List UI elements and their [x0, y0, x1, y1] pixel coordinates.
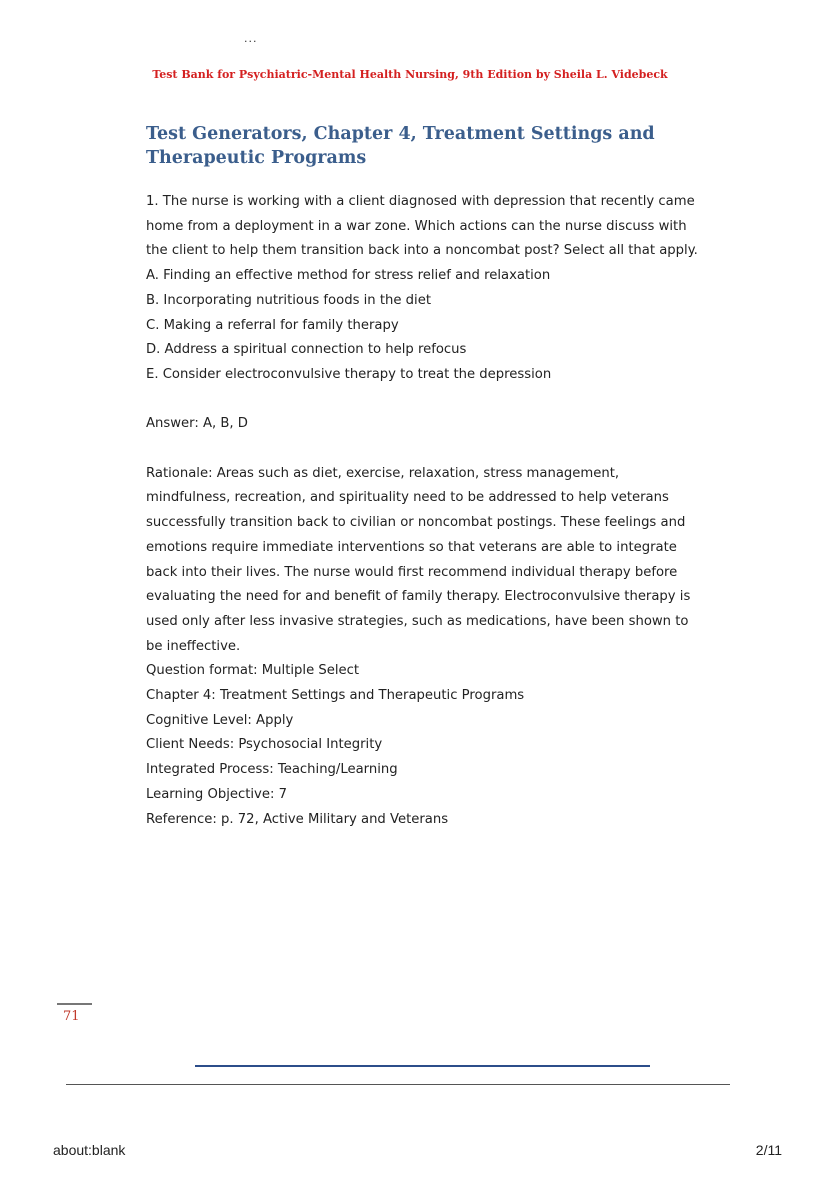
cognitive-level: Cognitive Level: Apply — [146, 712, 294, 728]
footer-url: about:blank — [53, 1142, 126, 1158]
learning-objective: Learning Objective: 7 — [146, 786, 287, 802]
rationale-line: successfully transition back to civilian or noncombat postings. These feelings and — [146, 515, 686, 531]
rationale-line: emotions require immediate interventions so that veterans are able to integrate — [146, 539, 677, 555]
document-header-title: Test Bank for Psychiatric-Mental Health Nursing, 9th Edition by Sheila L. Videbeck — [152, 68, 668, 81]
rationale-line: evaluating the need for and benefit of family therapy. Electroconvulsive therapy is — [146, 589, 691, 605]
blue-divider — [195, 1065, 650, 1067]
header-dots: ... — [244, 32, 258, 45]
question-stem-line: home from a deployment in a war zone. Which actions can the nurse discuss with — [146, 218, 687, 234]
chapter-heading — [146, 122, 666, 170]
footer-page-count: 2/11 — [755, 1142, 782, 1158]
question-block — [146, 190, 746, 832]
client-needs: Client Needs: Psychosocial Integrity — [146, 737, 383, 753]
reference: Reference: p. 72, Active Military and Veterans — [146, 811, 449, 827]
spacer — [146, 388, 746, 413]
answer-option-c: C. Making a referral for family therapy — [146, 317, 399, 333]
answer-option-e: E. Consider electroconvulsive therapy to treat the depression — [146, 366, 552, 382]
integrated-process: Integrated Process: Teaching/Learning — [146, 762, 398, 778]
page-number: 71 — [63, 1009, 80, 1024]
rationale-line: be ineffective. — [146, 638, 241, 654]
question-stem-line: 1. The nurse is working with a client diagnosed with depression that recently came — [146, 194, 695, 209]
chapter-heading-line-2: Therapeutic Programs — [146, 148, 367, 168]
answer-option-a: A. Finding an effective method for stress relief and relaxation — [146, 268, 551, 284]
rationale-line: back into their lives. The nurse would first recommend individual therapy before — [146, 564, 678, 580]
spacer — [146, 437, 746, 462]
rationale-line: used only after less invasive strategies, such as medications, have been shown to — [146, 613, 689, 629]
chapter-heading-line-1: Test Generators, Chapter 4, Treatment Settings and — [146, 124, 655, 144]
answer-option-d: D. Address a spiritual connection to help refocus — [146, 342, 467, 358]
rationale-line: mindfulness, recreation, and spirituality need to be addressed to help veterans — [146, 490, 669, 506]
answer-option-b: B. Incorporating nutritious foods in the diet — [146, 292, 431, 308]
page-number-rule — [57, 1003, 92, 1005]
gray-divider — [66, 1084, 730, 1085]
question-format: Question format: Multiple Select — [146, 663, 360, 679]
question-stem-line: the client to help them transition back into a noncombat post? Select all that apply. — [146, 243, 698, 259]
rationale-line: Rationale: Areas such as diet, exercise, relaxation, stress management, — [146, 465, 620, 481]
answer-key: Answer: A, B, D — [146, 416, 248, 432]
question-chapter: Chapter 4: Treatment Settings and Therapeutic Programs — [146, 688, 525, 704]
